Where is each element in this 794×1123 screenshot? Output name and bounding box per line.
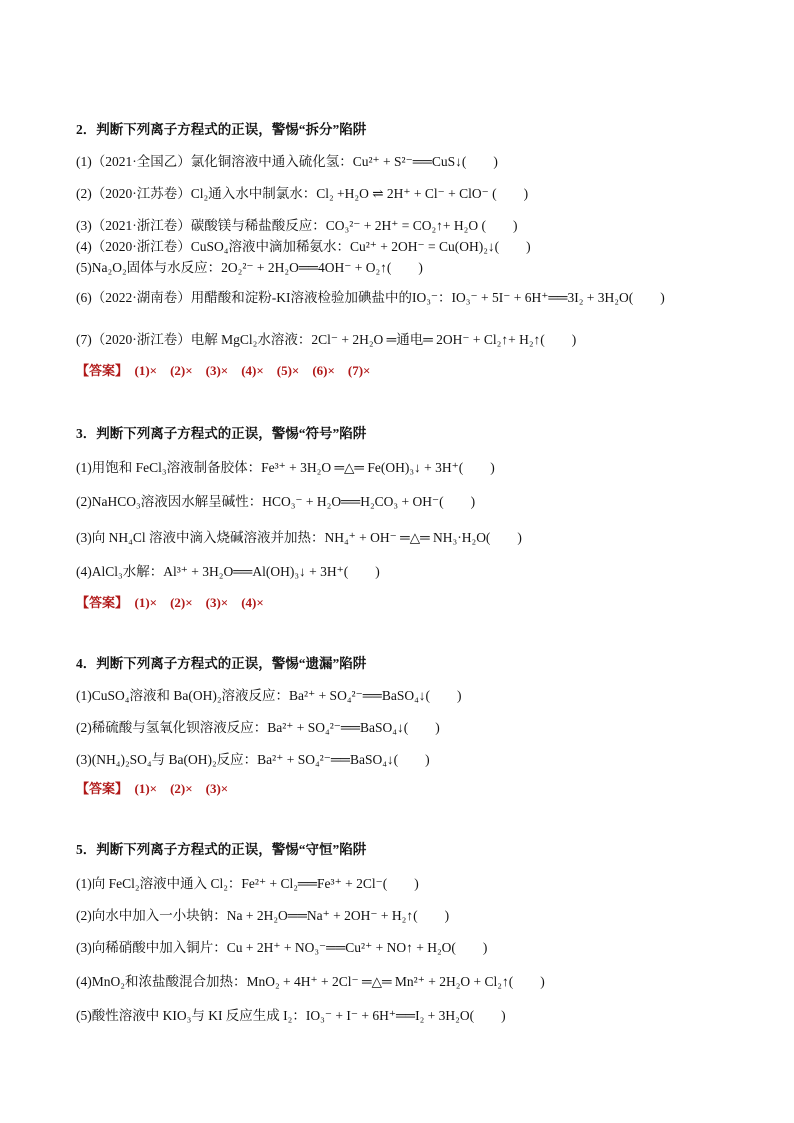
section-4-title: 4．判断下列离子方程式的正误，警惕“遗漏”陷阱	[76, 656, 367, 671]
section-3-title: 3．判断下列离子方程式的正误，警惕“符号”陷阱	[76, 426, 367, 441]
s4-item-3: (3)(NH₄)₂SO₄与 Ba(OH)₂反应：Ba²⁺ + SO₄²⁻══BaSO₄↓( )	[76, 752, 430, 767]
s3-item-2: (2)NaHCO₃溶液因水解呈碱性：HCO₃⁻ + H₂O══H₂CO₃ + OH⁻( )	[76, 494, 476, 509]
s3-item-3: (3)向 NH₄Cl 溶液中滴入烧碱溶液并加热：NH₄⁺ + OH⁻ ═△═ NH₃·H₂O( )	[76, 530, 522, 545]
s2-item-1: (1)（2021·全国乙）氯化铜溶液中通入硫化氢：Cu²⁺ + S²⁻══CuS↓( )	[76, 154, 498, 169]
section-5-title: 5．判断下列离子方程式的正误，警惕“守恒”陷阱	[76, 842, 367, 857]
section-2-title: 2．判断下列离子方程式的正误，警惕“拆分”陷阱	[76, 122, 367, 137]
s5-item-3: (3)向稀硝酸中加入铜片：Cu + 2H⁺ + NO₃⁻══Cu²⁺ + NO↑ + H₂O( )	[76, 940, 488, 955]
s2-item-4: (4)（2020·浙江卷）CuSO₄溶液中滴加稀氨水：Cu²⁺ + 2OH⁻ = Cu(OH)₂↓( )	[76, 239, 531, 254]
s5-item-2: (2)向水中加入一小块钠：Na + 2H₂O══Na⁺ + 2OH⁻ + H₂↑( )	[76, 908, 450, 923]
s3-item-4: (4)AlCl₃水解：Al³⁺ + 3H₂O══Al(OH)₃↓ + 3H⁺( )	[76, 564, 380, 579]
s5-item-1: (1)向 FeCl₂溶液中通入 Cl₂：Fe²⁺ + Cl₂══Fe³⁺ + 2Cl⁻( )	[76, 876, 419, 891]
s2-item-6: (6)（2022·湖南卷）用醋酸和淀粉-KI溶液检验加碘盐中的IO₃⁻：IO₃⁻ + 5I⁻ + 6H⁺══3I₂ + 3H₂O( )	[76, 290, 665, 305]
s5-item-5: (5)酸性溶液中 KIO₃与 KI 反应生成 I₂：IO₃⁻ + I⁻ + 6H⁺══I₂ + 3H₂O( )	[76, 1008, 506, 1023]
s2-item-7: (7)（2020·浙江卷）电解 MgCl₂水溶液：2Cl⁻ + 2H₂O ═通电═ 2OH⁻ + Cl₂↑+ H₂↑( )	[76, 332, 577, 347]
s2-item-2: (2)（2020·江苏卷）Cl₂通入水中制氯水：Cl₂ +H₂O ⇌ 2H⁺ + Cl⁻ + ClO⁻ ( )	[76, 186, 529, 201]
s5-item-4: (4)MnO₂和浓盐酸混合加热：MnO₂ + 4H⁺ + 2Cl⁻ ═△═ Mn²⁺ + 2H₂O + Cl₂↑( )	[76, 974, 545, 989]
s4-answer: 【答案】 (1)× (2)× (3)×	[76, 781, 229, 796]
s2-item-5: (5)Na₂O₂固体与水反应：2O₂²⁻ + 2H₂O══4OH⁻ + O₂↑( )	[76, 260, 423, 275]
s2-answer: 【答案】 (1)× (2)× (3)× (4)× (5)× (6)× (7)×	[76, 363, 371, 378]
s4-item-2: (2)稀硫酸与氢氧化钡溶液反应：Ba²⁺ + SO₄²⁻══BaSO₄↓( )	[76, 720, 440, 735]
s4-item-1: (1)CuSO₄溶液和 Ba(OH)₂溶液反应：Ba²⁺ + SO₄²⁻══BaSO₄↓( )	[76, 688, 462, 703]
s3-item-1: (1)用饱和 FeCl₃溶液制备胶体：Fe³⁺ + 3H₂O ═△═ Fe(OH)₃↓ + 3H⁺( )	[76, 460, 495, 475]
s3-answer: 【答案】 (1)× (2)× (3)× (4)×	[76, 595, 264, 610]
s2-item-3: (3)（2021·浙江卷）碳酸镁与稀盐酸反应：CO₃²⁻ + 2H⁺ = CO₂↑+ H₂O ( )	[76, 218, 518, 233]
